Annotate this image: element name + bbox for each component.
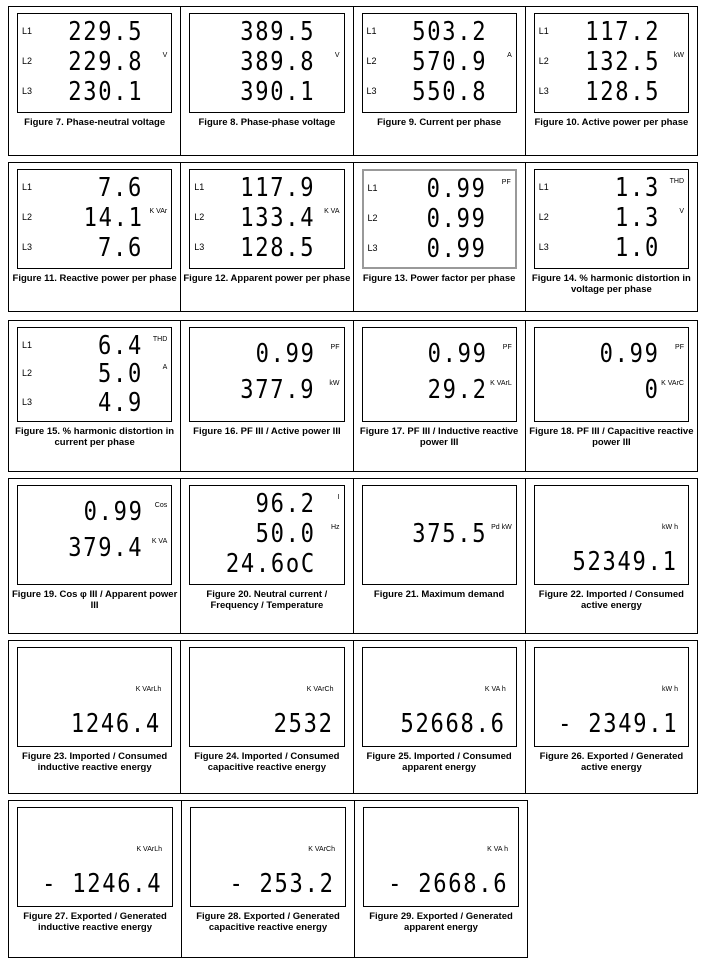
figure-cell [526, 641, 697, 793]
figure-caption: Figure 13. Power factor per phase [362, 273, 516, 284]
lcd-value: 390.1 [240, 77, 316, 107]
lcd-display [362, 485, 517, 585]
figure-row [8, 6, 698, 156]
figure-caption: Figure 22. Imported / Consumed active energy [538, 589, 684, 611]
lcd-line [190, 48, 343, 78]
unit-label: K VArC [661, 380, 684, 387]
phase-label: L2 [22, 368, 33, 379]
figure-caption: Figure 8. Phase-phase voltage [198, 117, 336, 128]
energy-value: 1246.4 [71, 709, 162, 739]
figure-cell [181, 479, 353, 633]
energy-unit-label: K VA h [487, 846, 508, 853]
unit-label: K VAr [149, 208, 168, 215]
lcd-line [363, 376, 516, 406]
unit-label: THD [669, 178, 684, 185]
figure-cell [354, 641, 526, 793]
lcd-line [364, 175, 515, 205]
phase-label: L2 [22, 56, 33, 66]
lcd-line [18, 360, 171, 390]
lcd-line [363, 340, 516, 370]
unit-label: Pd kW [491, 524, 512, 531]
figure-row [8, 162, 698, 312]
unit-label: K VA [151, 538, 168, 545]
energy-value: - 253.2 [229, 869, 335, 899]
lcd-line [190, 340, 343, 370]
lcd-value: 570.9 [412, 47, 488, 77]
lcd-line [18, 18, 171, 48]
unit-label: PF [330, 344, 340, 351]
figure-cell [526, 163, 697, 311]
unit-label: A [507, 52, 512, 59]
figure-caption: Figure 29. Exported / Generated apparent energy [369, 911, 513, 933]
lcd-line [363, 78, 516, 108]
lcd-display [17, 647, 172, 747]
figure-caption: Figure 14. % harmonic distortion in voltage per phase [531, 273, 691, 295]
lcd-value: 229.5 [68, 17, 144, 47]
lcd-line [190, 550, 343, 580]
phase-label: L2 [367, 213, 378, 223]
unit-label: V [679, 208, 684, 215]
lcd-value: 550.8 [412, 77, 488, 107]
phase-label: L2 [22, 212, 33, 222]
figure-caption: Figure 27. Exported / Generated inductive reactive energy [23, 911, 167, 933]
lcd-line [535, 174, 688, 204]
unit-label: A [162, 364, 168, 372]
lcd-display [17, 807, 173, 907]
phase-label: L3 [367, 243, 378, 253]
unit-label: Hz [330, 524, 340, 531]
figure-cell [9, 7, 181, 155]
figure-caption: Figure 18. PF III / Capacitive reactive power III [529, 426, 694, 448]
phase-label: L3 [538, 86, 549, 96]
figure-cell [181, 641, 353, 793]
energy-unit-label: K VArCh [306, 686, 334, 693]
lcd-line [190, 18, 343, 48]
unit-label: K VArL [490, 380, 512, 387]
lcd-value: 128.5 [240, 233, 316, 263]
unit-label: Cos [154, 502, 168, 509]
lcd-value: 6.4 [98, 331, 144, 361]
lcd-line [190, 78, 343, 108]
lcd-display [362, 13, 517, 113]
phase-label: L3 [22, 86, 33, 96]
energy-value: - 2668.6 [387, 869, 508, 899]
lcd-line [18, 234, 171, 264]
lcd-line [18, 174, 171, 204]
lcd-line [190, 520, 343, 550]
unit-label: I [337, 494, 340, 501]
lcd-value: 377.9 [240, 375, 316, 405]
lcd-value: 117.9 [240, 173, 316, 203]
figure-caption: Figure 16. PF III / Active power III [193, 426, 341, 437]
figure-caption: Figure 19. Cos φ III / Apparent power III [11, 589, 178, 611]
lcd-line [535, 204, 688, 234]
energy-value: 52349.1 [572, 547, 678, 577]
lcd-value: 5.0 [98, 359, 144, 390]
lcd-display [189, 327, 344, 422]
figure-row [8, 320, 698, 472]
lcd-display [189, 169, 344, 269]
phase-label: L3 [22, 242, 33, 252]
lcd-display [362, 169, 517, 269]
lcd-display [362, 327, 517, 422]
lcd-value: 132.5 [584, 47, 660, 77]
lcd-value: 1.3 [614, 173, 660, 203]
lcd-display [17, 485, 172, 585]
phase-label: L1 [538, 26, 549, 36]
figure-cell [526, 321, 697, 471]
lcd-line [535, 78, 688, 108]
figure-caption: Figure 21. Maximum demand [373, 589, 505, 600]
lcd-value: 1.3 [614, 203, 660, 233]
lcd-line [364, 205, 515, 235]
lcd-line [18, 389, 171, 419]
phase-label: L1 [367, 183, 378, 193]
figure-row [8, 478, 698, 634]
figure-cell [354, 7, 526, 155]
lcd-display [189, 13, 344, 113]
lcd-line [18, 498, 171, 528]
energy-value: - 1246.4 [41, 869, 162, 899]
energy-unit-label: kW h [662, 686, 678, 693]
lcd-value: 0.99 [426, 174, 487, 204]
lcd-display [534, 169, 689, 269]
phase-label: L2 [366, 56, 377, 66]
lcd-value: 0.99 [255, 339, 316, 369]
phase-label: L3 [366, 86, 377, 96]
lcd-display [17, 13, 172, 113]
lcd-line [190, 490, 343, 520]
phase-label: L2 [538, 212, 549, 222]
figure-cell [9, 479, 181, 633]
figure-cell [526, 7, 697, 155]
lcd-value: 50.0 [255, 519, 316, 549]
lcd-line [18, 78, 171, 108]
figure-caption: Figure 11. Reactive power per phase [12, 273, 177, 284]
lcd-line [18, 534, 171, 564]
lcd-line [190, 204, 343, 234]
lcd-value: 0.99 [83, 497, 144, 527]
lcd-value: 503.2 [412, 17, 488, 47]
lcd-display [534, 485, 689, 585]
energy-unit-label: K VArLh [135, 686, 162, 693]
figure-caption: Figure 23. Imported / Consumed inductive reactive energy [22, 751, 168, 773]
phase-label: L1 [22, 182, 33, 192]
energy-unit-label: K VArLh [136, 846, 162, 853]
energy-value: 2532 [273, 709, 334, 739]
unit-label: kW [673, 52, 684, 59]
lcd-display [17, 169, 172, 269]
unit-label: THD [152, 336, 168, 343]
lcd-display [189, 485, 344, 585]
lcd-value: 133.4 [240, 203, 316, 233]
lcd-display [534, 327, 689, 422]
lcd-line [535, 18, 688, 48]
lcd-display [534, 647, 689, 747]
figure-caption: Figure 26. Exported / Generated active energy [539, 751, 684, 773]
lcd-value: 24.6oC [225, 549, 316, 579]
unit-label: V [334, 52, 340, 59]
lcd-value: 0 [644, 375, 660, 405]
unit-label: PF [675, 344, 684, 351]
phase-label: L2 [194, 212, 205, 222]
phase-label: L3 [538, 242, 549, 252]
figure-cell [181, 7, 353, 155]
figure-cell [9, 801, 182, 957]
lcd-value: 1.0 [614, 233, 660, 263]
lcd-line [363, 48, 516, 78]
lcd-display [363, 807, 519, 907]
figure-cell [181, 163, 353, 311]
lcd-value: 0.99 [426, 204, 487, 234]
lcd-value: 379.4 [68, 533, 144, 563]
lcd-line [18, 48, 171, 78]
figure-cell [9, 163, 181, 311]
energy-unit-label: K VArCh [308, 846, 335, 853]
lcd-value: 389.5 [240, 17, 316, 47]
phase-label: L3 [194, 242, 205, 252]
figure-cell [9, 321, 181, 471]
figure-caption: Figure 25. Imported / Consumed apparent energy [366, 751, 512, 773]
figure-caption: Figure 7. Phase-neutral voltage [24, 117, 166, 128]
lcd-value: 230.1 [68, 77, 144, 107]
phase-label: L2 [538, 56, 549, 66]
unit-label: PF [501, 179, 511, 186]
lcd-value: 389.8 [240, 47, 316, 77]
lcd-line [535, 234, 688, 264]
lcd-value: 4.9 [98, 387, 144, 418]
figure-caption: Figure 28. Exported / Generated capacitive reactive energy [196, 911, 340, 933]
lcd-line [190, 376, 343, 406]
lcd-value: 128.5 [584, 77, 660, 107]
lcd-display [189, 647, 344, 747]
unit-label: PF [502, 344, 512, 351]
phase-label: L1 [194, 182, 205, 192]
figure-cell [354, 163, 526, 311]
figure-caption: Figure 20. Neutral current / Frequency / Temperature [206, 589, 328, 611]
figure-caption: Figure 17. PF III / Inductive reactive power III [359, 426, 519, 448]
figure-cell [354, 321, 526, 471]
figure-cell [9, 641, 181, 793]
phase-label: L3 [22, 396, 33, 407]
lcd-value: 7.6 [98, 233, 144, 263]
figure-cell [354, 479, 526, 633]
lcd-value: 229.8 [68, 47, 144, 77]
lcd-value: 14.1 [83, 203, 144, 233]
lcd-value: 375.5 [412, 519, 488, 549]
lcd-line [18, 332, 171, 362]
lcd-display [534, 13, 689, 113]
unit-label: V [162, 52, 168, 59]
lcd-display [190, 807, 346, 907]
lcd-display [362, 647, 517, 747]
figure-caption: Figure 12. Apparent power per phase [183, 273, 351, 284]
lcd-line [363, 520, 516, 550]
figure-cell [181, 321, 353, 471]
phase-label: L1 [22, 26, 33, 36]
figure-cell [182, 801, 355, 957]
phase-label: L1 [366, 26, 377, 36]
energy-value: 52668.6 [400, 709, 506, 739]
lcd-line [535, 376, 688, 406]
unit-label: K VA [324, 208, 340, 215]
figure-row [8, 640, 698, 794]
phase-label: L1 [22, 340, 33, 350]
lcd-value: 96.2 [255, 489, 316, 519]
lcd-value: 7.6 [98, 173, 144, 203]
lcd-value: 0.99 [599, 339, 660, 369]
figure-row [8, 800, 528, 958]
energy-unit-label: K VA h [484, 686, 506, 693]
lcd-line [363, 18, 516, 48]
figure-cell [526, 479, 697, 633]
lcd-value: 0.99 [426, 234, 487, 264]
figure-cell [355, 801, 527, 957]
energy-unit-label: kW h [662, 524, 678, 531]
energy-value: - 2349.1 [557, 709, 678, 739]
lcd-line [535, 340, 688, 370]
lcd-line [190, 234, 343, 264]
lcd-value: 117.2 [584, 17, 660, 47]
figure-caption: Figure 15. % harmonic distortion in current per phase [15, 426, 175, 448]
figure-caption: Figure 24. Imported / Consumed capacitive reactive energy [194, 751, 340, 773]
lcd-value: 0.99 [427, 339, 488, 369]
lcd-line [364, 235, 515, 265]
lcd-display [17, 327, 172, 422]
lcd-line [535, 48, 688, 78]
unit-label: kW [329, 380, 340, 387]
lcd-line [190, 174, 343, 204]
phase-label: L1 [538, 182, 549, 192]
lcd-line [18, 204, 171, 234]
figure-caption: Figure 9. Current per phase [377, 117, 502, 128]
lcd-value: 29.2 [427, 375, 488, 405]
figure-caption: Figure 10. Active power per phase [534, 117, 689, 128]
